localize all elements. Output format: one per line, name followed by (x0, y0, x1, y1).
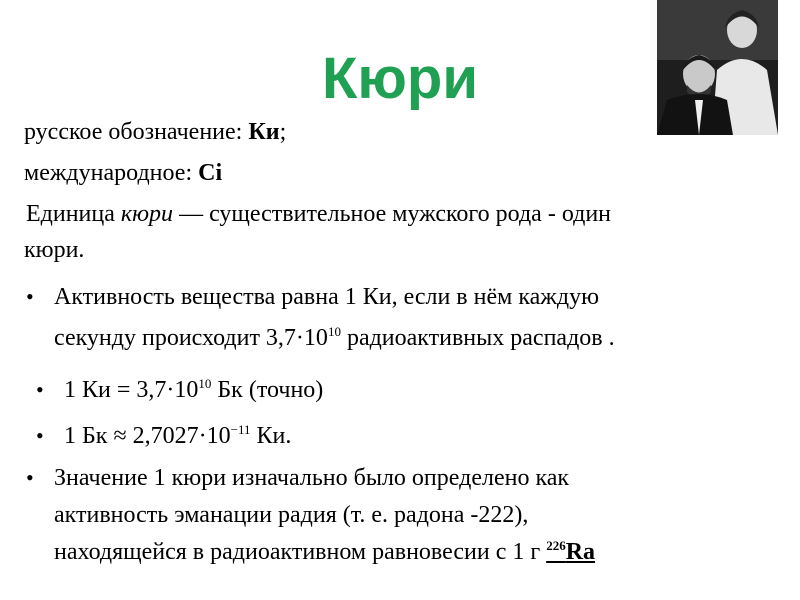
bq-to-ci-exponent: −11 (230, 422, 251, 437)
unit-gender-rest: — существительное мужского рода - один (173, 201, 612, 227)
ci-to-bq-tail: Бк (точно) (211, 377, 324, 403)
bullet-marker-1: • (26, 284, 34, 309)
international-designation-label: международное: (24, 160, 199, 186)
portrait-photo-icon (657, 0, 778, 135)
russian-designation-label: русское обозначение: (24, 119, 249, 145)
unit-gender-word: кюри (120, 201, 174, 227)
bullet-marker-4: • (26, 465, 34, 490)
portrait-photo (657, 0, 778, 135)
unit-gender-prefix: Единица (26, 201, 121, 227)
activity-definition-exponent: 10 (327, 324, 341, 339)
ci-to-bq-mantissa: 1 Ки = 3,7·10 (64, 377, 199, 403)
unit-gender-line-2: кюри. (24, 237, 85, 263)
unit-gender-line-1 (26, 199, 611, 229)
bullet-marker-2: • (36, 377, 44, 402)
activity-definition-tail: радиоактивных распадов . (340, 325, 615, 351)
russian-designation-tail: ; (279, 119, 287, 145)
bullet-marker-3: • (36, 423, 44, 448)
radium-definition-line-3 (54, 537, 595, 567)
activity-definition-line-1: Активность вещества равна 1 Ки, если в нём каждую (54, 284, 599, 310)
ci-to-bq-exponent: 10 (198, 376, 212, 391)
radium-mass-number: 226 (546, 538, 566, 553)
ci-to-bq-equation (64, 375, 323, 405)
international-designation-line (24, 158, 222, 188)
slide-title: Кюри (321, 46, 479, 111)
radium-element-symbol: Ra (565, 539, 596, 565)
russian-designation-line (24, 117, 286, 147)
radium-definition-text: находящейся в радиоактивном равновесии с 1 г (54, 539, 547, 565)
activity-definition-mantissa: секунду происходит 3,7·10 (54, 325, 328, 351)
international-designation-value: Ci (198, 160, 223, 186)
russian-designation-value: Ки (248, 119, 280, 145)
bq-to-ci-tail: Ки. (250, 423, 292, 449)
bq-to-ci-mantissa: 1 Бк ≈ 2,7027·10 (64, 423, 231, 449)
activity-definition-line-2 (54, 323, 615, 353)
radium-definition-line-1: Значение 1 кюри изначально было определено как (54, 465, 570, 491)
bq-to-ci-equation (64, 421, 291, 451)
radium-definition-line-2: активность эманации радия (т. е. радона -222), (54, 502, 529, 528)
radium-isotope-symbol (546, 539, 595, 565)
